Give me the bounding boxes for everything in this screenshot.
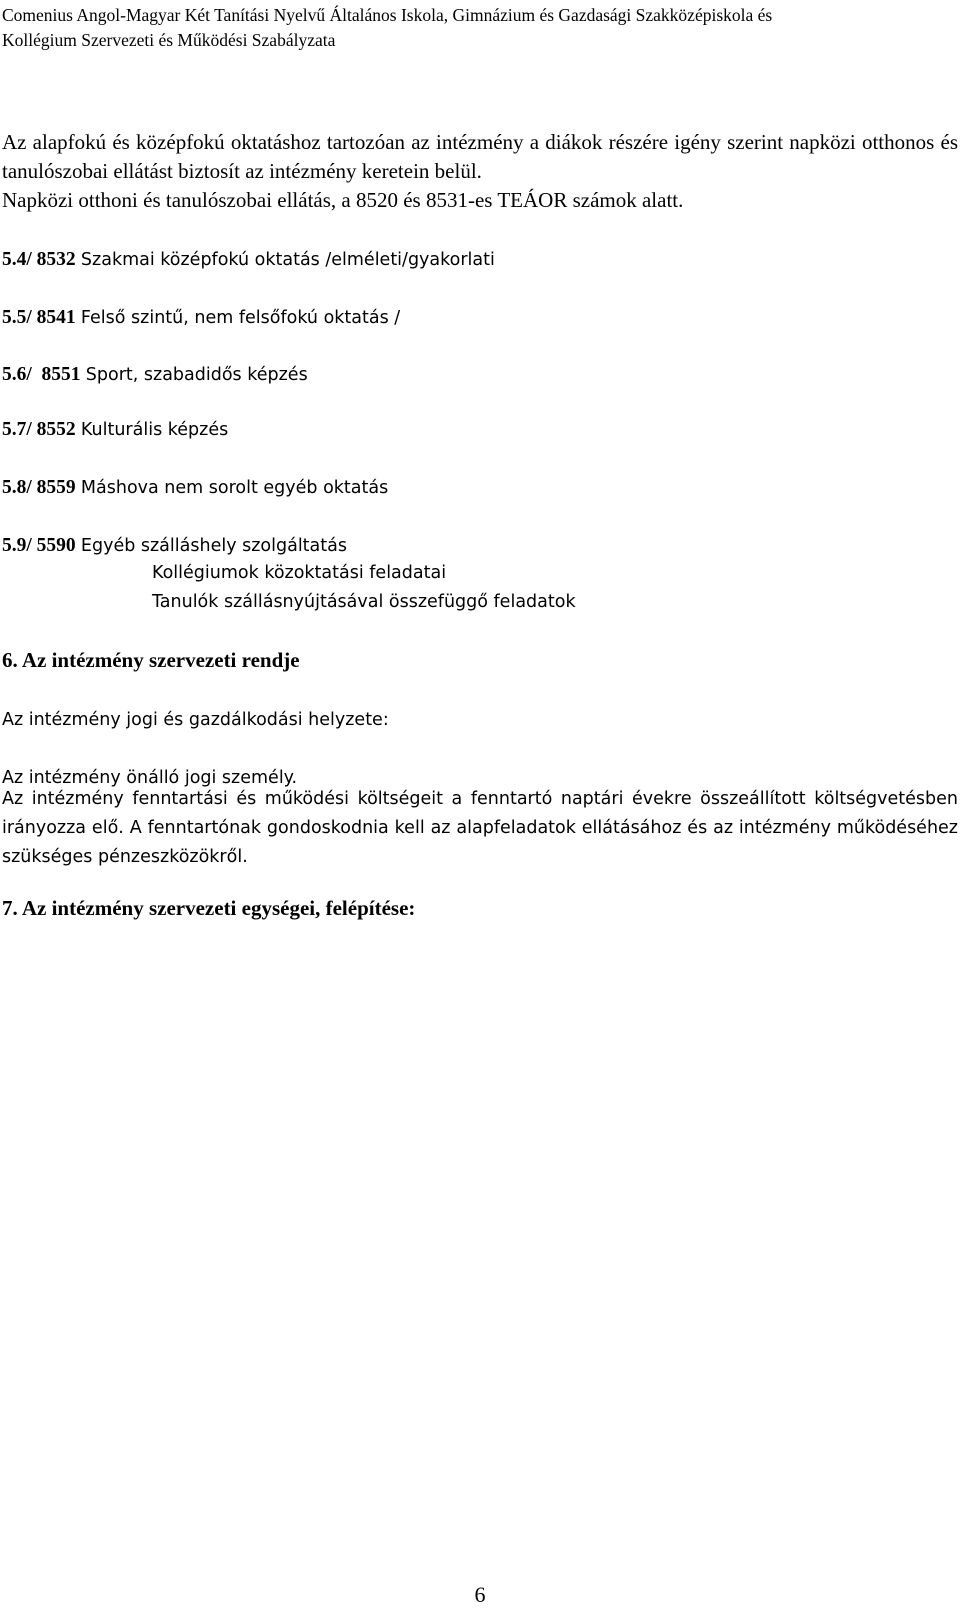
section-7-heading: 7. Az intézmény szervezeti egységei, felépítése: bbox=[2, 896, 416, 920]
sub-activity-item: Kollégiumok közoktatási feladatai bbox=[152, 563, 447, 583]
activity-number: 5.8/ 8559 bbox=[2, 477, 76, 498]
activity-item bbox=[2, 244, 495, 275]
document-header bbox=[2, 3, 772, 53]
activity-number: 5.7/ 8552 bbox=[2, 419, 76, 440]
sub-activity-item: Tanulók szállásnyújtásával összefüggő feladatok bbox=[152, 592, 576, 612]
intro-paragraph: Az alapfokú és középfokú oktatáshoz tartozóan az intézmény a diákok részére igény szerint napközi otthonos és tanulószobai ellátást biztosít az intézmény keretein belül. bbox=[2, 130, 958, 183]
activity-number: 5.5/ 8541 bbox=[2, 307, 76, 328]
activity-item bbox=[2, 530, 347, 561]
activity-item bbox=[2, 414, 228, 445]
activity-label: Egyéb szálláshely szolgáltatás bbox=[80, 536, 347, 556]
intro-note: Napközi otthoni és tanulószobai ellátás, a 8520 és 8531-es TEÁOR számok alatt. bbox=[2, 188, 684, 212]
activity-number: 5.6/ 8551 bbox=[2, 364, 81, 385]
activity-label: Felső szintű, nem felsőfokú oktatás / bbox=[80, 308, 401, 328]
section-6-heading: 6. Az intézmény szervezeti rendje bbox=[2, 648, 300, 672]
activity-label: Sport, szabadidős képzés bbox=[85, 365, 308, 385]
legal-status-text: Az intézmény önálló jogi személy. bbox=[2, 768, 298, 788]
section-6-subheading-text: Az intézmény jogi és gazdálkodási helyzete: bbox=[2, 710, 389, 730]
page-number: 6 bbox=[474, 1582, 486, 1607]
activity-item bbox=[2, 359, 308, 390]
header-document-title: Kollégium Szervezeti és Működési Szabályzata bbox=[2, 30, 336, 50]
activity-label: Szakmai középfokú oktatás /elméleti/gyakorlati bbox=[80, 250, 495, 270]
activity-number: 5.9/ 5590 bbox=[2, 535, 76, 556]
activity-label: Máshova nem sorolt egyéb oktatás bbox=[80, 478, 389, 498]
activity-label: Kulturális képzés bbox=[80, 420, 229, 440]
budget-paragraph: Az intézmény fenntartási és működési költségeit a fenntartó naptári évekre összeállított költségvetésben irányozza elő. A fenntartónak gondoskodnia kell az alapfeladatok ellátásához és az intézmény működéséhez szükséges pénzeszközökről. bbox=[2, 789, 958, 867]
activity-item bbox=[2, 302, 400, 333]
activity-number: 5.4/ 8532 bbox=[2, 249, 76, 270]
activity-item bbox=[2, 472, 388, 503]
header-school-name: Comenius Angol-Magyar Két Tanítási Nyelvű Általános Iskola, Gimnázium és Gazdasági Szakközépiskola és bbox=[2, 5, 773, 25]
section-6-subheading bbox=[2, 704, 389, 735]
